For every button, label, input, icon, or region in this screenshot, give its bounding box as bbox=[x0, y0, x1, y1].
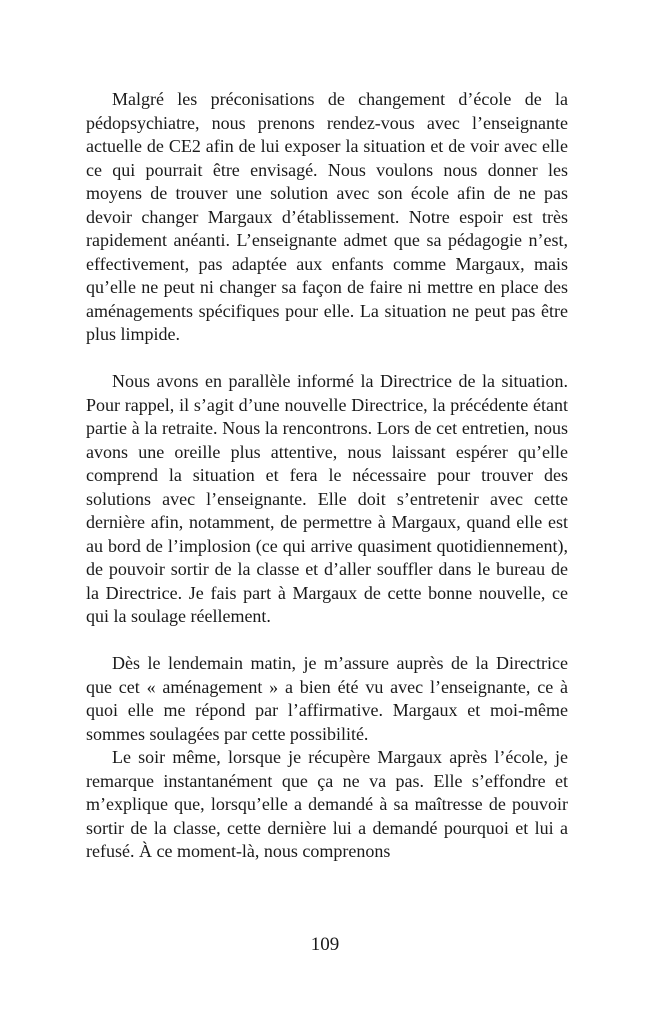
page-number: 109 bbox=[310, 934, 340, 955]
paragraph-directrice: Nous avons en parallèle informé la Directrice de la situation. Pour rappel, il s’agit d’une nouvelle Directrice, la précédente étant partie à la retraite. Nous la rencontrons. Lors de cet entretien, nous avons une oreille plus attentive, nous laissant espérer qu’elle comprend la situation et fera le nécessaire pour trouver des solutions avec l’enseignante. Elle doit s’entretenir avec cette dernière afin, notamment, de permettre à Margaux, quand elle est au bord de l’implosion (ce qui arrive quasiment quotidiennement), de pouvoir sortir de la classe et d’aller souffler dans le bureau de la Directrice. Je fais part à Margaux de cette bonne nouvelle, ce qui la soulage réellement. bbox=[86, 371, 568, 626]
paragraph-lendemain: Dès le lendemain matin, je m’assure auprès de la Directrice que cet « aménagement » a bien été vu avec l’enseignante, ce à quoi elle me répond par l’affirmative. Margaux et moi-même sommes soulagées par cette possibilité. bbox=[86, 653, 568, 744]
book-page-body bbox=[86, 88, 568, 864]
paragraph-soir-meme: Le soir même, lorsque je récupère Margaux après l’école, je remarque instantanément que ça ne va pas. Elle s’effondre et m’explique que, lorsqu’elle a demandé à sa maîtresse de pouvoir sortir de la classe, cette dernière lui a demandé pourquoi et lui a refusé. À ce moment-là, nous comprenons bbox=[86, 747, 568, 861]
paragraph-pedopsychiatre: Malgré les préconisations de changement d’école de la pédopsychiatre, nous prenons rendez-vous avec l’enseignante actuelle de CE2 afin de lui exposer la situation et de voir avec elle ce qui pourrait être envisagé. Nous voulons nous donner les moyens de trouver une solution avec son école afin de ne pas devoir changer Margaux d’établissement. Notre espoir est très rapidement anéanti. L’enseignante admet que sa pédagogie n’est, effectivement, pas adaptée aux enfants comme Margaux, mais qu’elle ne peut ni changer sa façon de faire ni mettre en place des aménagements spécifiques pour elle. La situation ne peut pas être plus limpide. bbox=[86, 89, 568, 344]
